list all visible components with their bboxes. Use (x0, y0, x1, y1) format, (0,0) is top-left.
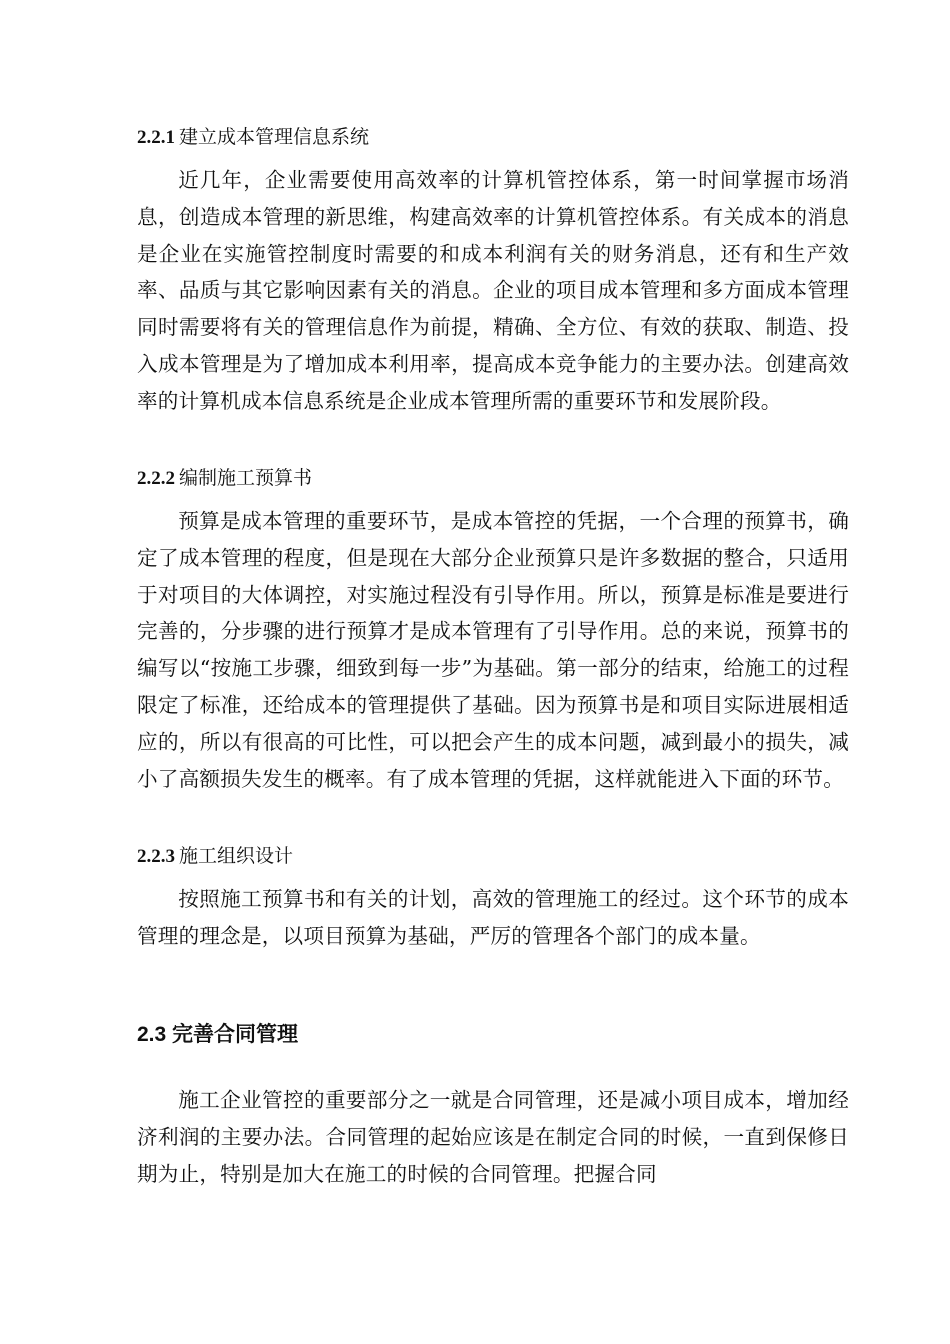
heading-title: 施工组织设计 (179, 845, 294, 867)
heading-2-2-1 (137, 124, 849, 150)
paragraph-2-3: 施工企业管控的重要部分之一就是合同管理，还是减小项目成本，增加经济利润的主要办法。合同管理的起始应该是在制定合同的时候，一直到保修日期为止，特别是加大在施工的时候的合同管理。把握合同 (137, 1088, 849, 1186)
heading-2-2-2 (137, 465, 849, 491)
heading-2-3: 2.3 完善合同管理 (137, 1023, 299, 1046)
paragraph-2-2-1: 近几年，企业需要使用高效率的计算机管控体系，第一时间掌握市场消息，创造成本管理的新思维，构建高效率的计算机管控体系。有关成本的消息是企业在实施管控制度时需要的和成本利润有关的财务消息，还有和生产效率、品质与其它影响因素有关的消息。企业的项目成本管理和多方面成本管理同时需要将有关的管理信息作为前提，精确、全方位、有效的获取、制造、投入成本管理是为了增加成本利用率，提高成本竞争能力的主要办法。创建高效率的计算机成本信息系统是企业成本管理所需的重要环节和发展阶段。 (137, 168, 849, 413)
heading-number: 2.2.3 (137, 846, 175, 867)
paragraph-2-2-3: 按照施工预算书和有关的计划，高效的管理施工的经过。这个环节的成本管理的理念是，以项目预算为基础，严厉的管理各个部门的成本量。 (137, 887, 849, 948)
heading-title: 编制施工预算书 (179, 467, 313, 489)
heading-2-2-3 (137, 843, 849, 869)
heading-title: 建立成本管理信息系统 (179, 126, 370, 148)
heading-number: 2.2.1 (137, 127, 175, 148)
paragraph-2-2-2: 预算是成本管理的重要环节，是成本管控的凭据，一个合理的预算书，确定了成本管理的程度，但是现在大部分企业预算只是许多数据的整合，只适用于对项目的大体调控，对实施过程没有引导作用。所以，预算是标准是要进行完善的，分步骤的进行预算才是成本管理有了引导作用。总的来说，预算书的编写以“按施工步骤，细致到每一步”为基础。第一部分的结束，给施工的过程限定了标准，还给成本的管理提供了基础。因为预算书是和项目实际进展相适应的，所以有很高的可比性，可以把会产生的成本问题，减到最小的损失，减小了高额损失发生的概率。有了成本管理的凭据，这样就能进入下面的环节。 (137, 509, 849, 791)
heading-number: 2.2.2 (137, 468, 175, 489)
